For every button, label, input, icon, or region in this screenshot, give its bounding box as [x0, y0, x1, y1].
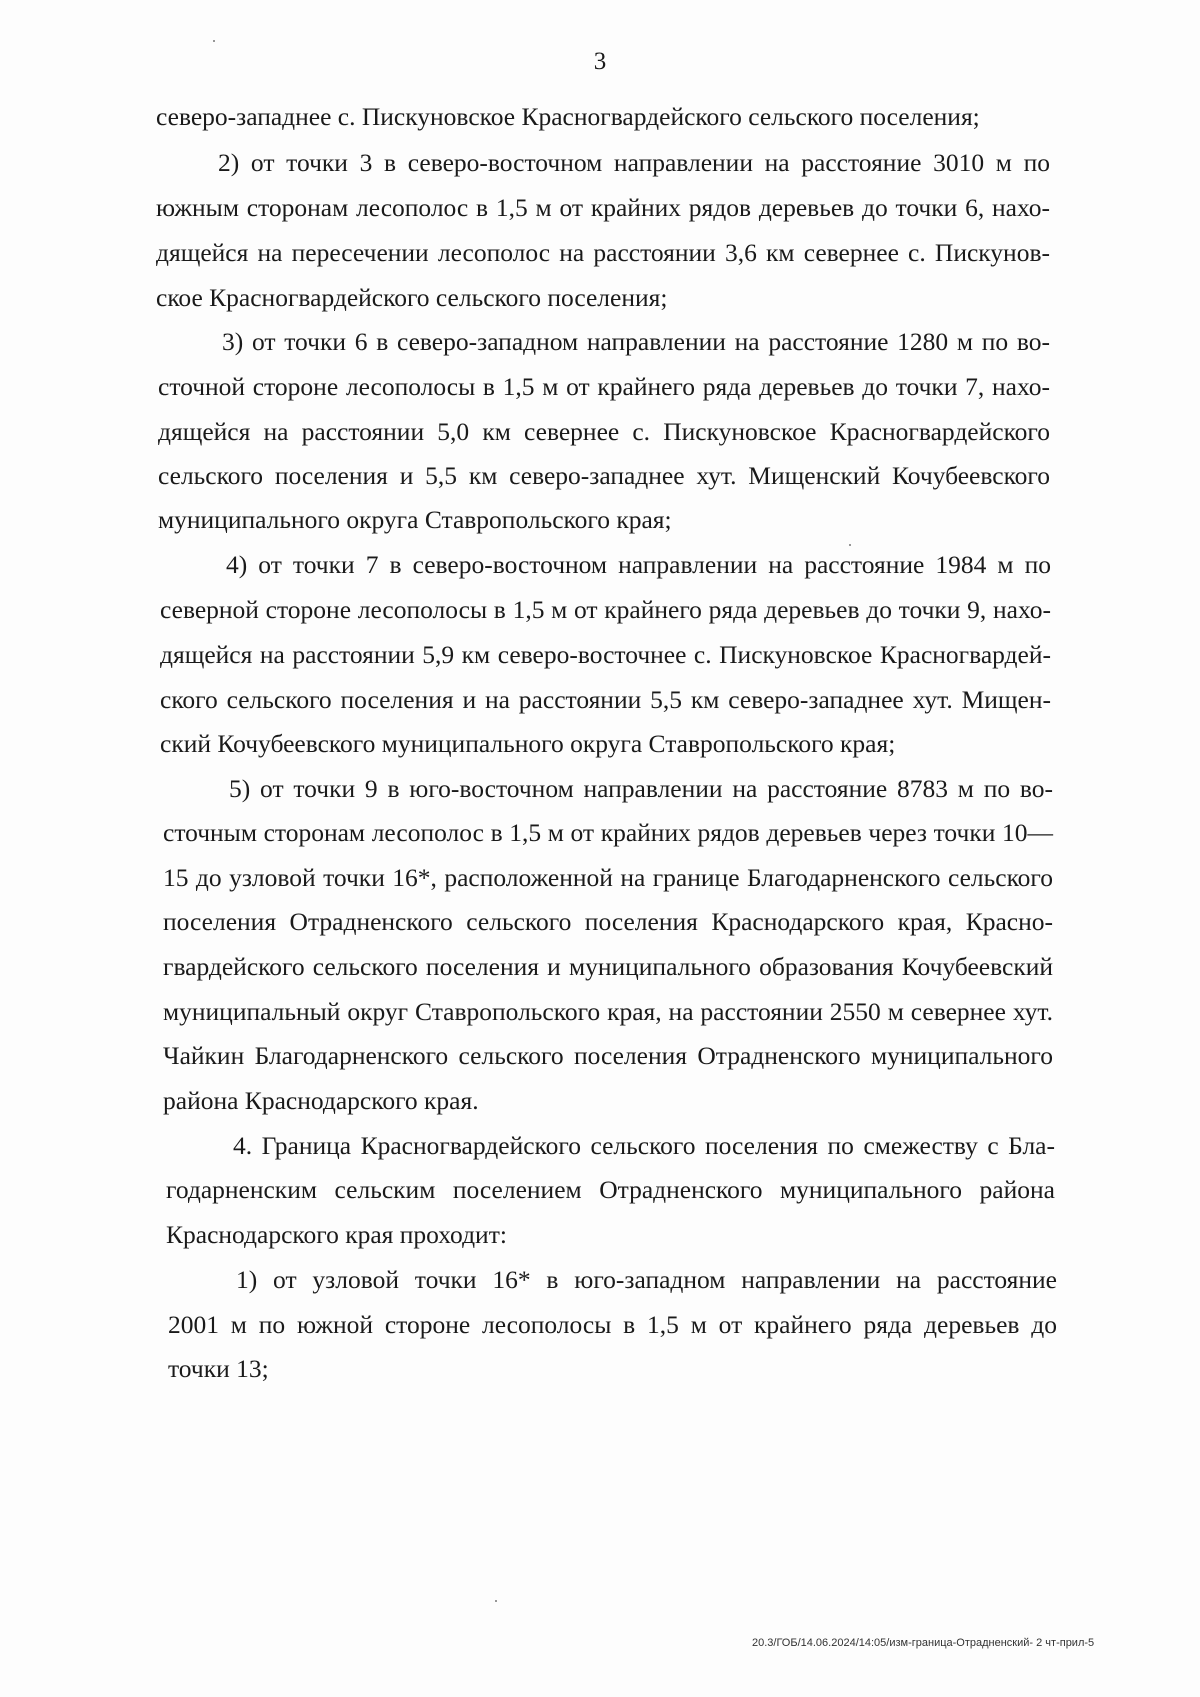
text-line: дящейся на пересечении лесополос на расстоянии 3,6 км севернее с. Пискунов- [156, 238, 1050, 267]
text-line: точки 13; [168, 1354, 269, 1383]
text-line: 3) от точки 6 в северо-западном направлении на расстояние 1280 м по во- [222, 327, 1050, 356]
text-line: дящейся на расстоянии 5,9 км северо-восточнее с. Пискуновское Красногвардей- [160, 640, 1051, 669]
scan-speck [213, 40, 215, 42]
text-line: 2) от точки 3 в северо-восточном направлении на расстояние 3010 м по [218, 148, 1050, 177]
text-line: 5) от точки 9 в юго-восточном направлении на расстояние 8783 м по во- [229, 774, 1053, 803]
text-line: 15 до узловой точки 16*, расположенной на границе Благодарненского сельского [163, 863, 1053, 892]
text-line: Краснодарского края проходит: [166, 1220, 507, 1249]
text-line: сельского поселения и 5,5 км северо-западнее хут. Мищенский Кочубеевского [158, 461, 1050, 490]
text-line: сточным сторонам лесополос в 1,5 м от крайних рядов деревьев через точки 10— [163, 818, 1053, 847]
text-line: дящейся на расстоянии 5,0 км севернее с. Пискуновское Красногвардейского [158, 417, 1050, 446]
text-line: северной стороне лесополосы в 1,5 м от крайнего ряда деревьев до точки 9, нахо- [160, 595, 1051, 624]
text-line: гвардейского сельского поселения и муниципального образования Кочубеевский [163, 952, 1053, 981]
text-line: Чайкин Благодарненского сельского поселения Отрадненского муниципального [163, 1041, 1053, 1070]
text-line: ское Красногвардейского сельского поселения; [156, 283, 668, 312]
text-line: 4. Граница Красногвардейского сельского поселения по смежеству с Бла- [233, 1131, 1055, 1160]
text-line: 2001 м по южной стороне лесополосы в 1,5 м от крайнего ряда деревьев до [168, 1310, 1057, 1339]
text-line: ский Кочубеевского муниципального округа Ставропольского края; [160, 729, 896, 758]
scan-speck [849, 544, 851, 546]
text-line: годарненским сельским поселением Отрадненского муниципального района [166, 1175, 1055, 1204]
scan-speck [495, 1600, 497, 1602]
text-line: муниципального округа Ставропольского края; [158, 505, 672, 534]
text-line: ского сельского поселения и на расстоянии 5,5 км северо-западнее хут. Мищен- [160, 685, 1051, 714]
text-line: сточной стороне лесополосы в 1,5 м от крайнего ряда деревьев до точки 7, нахо- [158, 372, 1050, 401]
text-line: северо-западнее с. Пискуновское Красногвардейского сельского поселения; [156, 102, 980, 131]
text-line: района Краснодарского края. [163, 1086, 479, 1115]
text-line: муниципальный округ Ставропольского края, на расстоянии 2550 м севернее хут. [163, 997, 1053, 1026]
document-footer: 20.3/ГОБ/14.06.2024/14:05/изм-граница-Отрадненский- 2 чт-прил-5 [752, 1637, 1095, 1649]
page-number: 3 [593, 48, 607, 75]
text-line: 1) от узловой точки 16* в юго-западном направлении на расстояние [236, 1265, 1057, 1294]
text-line: южным сторонам лесополос в 1,5 м от крайних рядов деревьев до точки 6, нахо- [156, 193, 1050, 222]
text-line: поселения Отрадненского сельского поселения Краснодарского края, Красно- [163, 907, 1053, 936]
text-line: 4) от точки 7 в северо-восточном направлении на расстояние 1984 м по [226, 550, 1051, 579]
